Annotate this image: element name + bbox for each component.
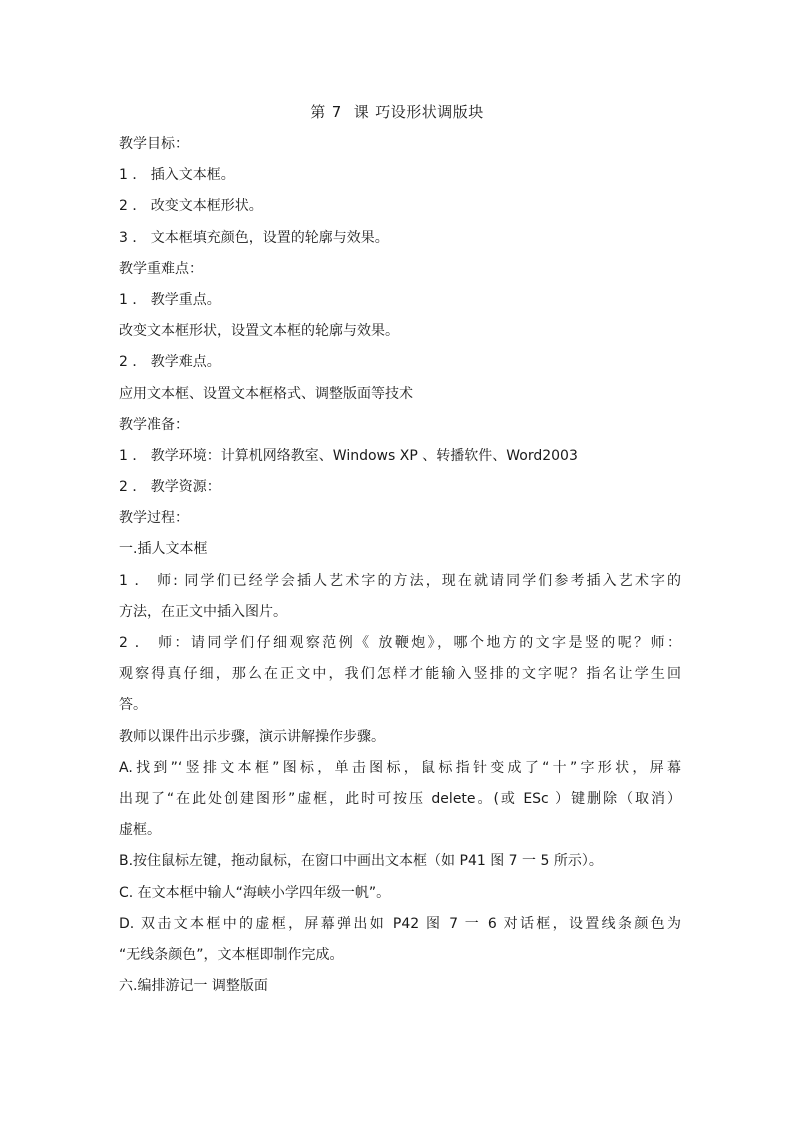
heading-process: 教学过程： [119, 510, 189, 527]
step-line: B.按住鼠标左键，拖动鼠标，在窗口中画出文本框（如 P41 图 7 一 5 所示）。 [119, 853, 603, 870]
key-point-text: 改变文本框形状，设置文本框的轮廓与效果。 [119, 323, 399, 340]
section-heading: 六.编排游记一 调整版面 [119, 978, 268, 995]
key-point-text: 应用文本框、设置文本框格式、调整版面等技术 [119, 385, 413, 402]
step-line: 虚框。 [119, 822, 161, 839]
step-line: D. 双击文本框中的虚框，屏幕弹出如 P42 图 7 一 6 对话框，设置线条颜色为 [119, 915, 681, 932]
heading-key-points: 教学重难点： [119, 260, 203, 277]
paragraph-line: 教师以课件出示步骤，演示讲解操作步骤。 [119, 728, 385, 745]
title-number: 7 [331, 103, 342, 121]
objective-item: 2 ． 改变文本框形状。 [119, 198, 263, 215]
section-heading: 一.插人文本框 [119, 541, 208, 558]
step-line: A.找到”‘竖排文本框”图标，单击图标，鼠标指针变成了“十”字形状，屏幕 [119, 759, 681, 776]
key-point-item: 1 ． 教学重点。 [119, 291, 221, 308]
key-point-item: 2 ． 教学难点。 [119, 354, 221, 371]
step-line: “无线条颜色”，文本框即制作完成。 [119, 946, 344, 963]
step-line: 出现了“在此处创建图形”虚框，此时可按压 delete。(或 ESc ）键删除（取消） [119, 790, 681, 807]
paragraph-line: 2 ． 师：请同学们仔细观察范例《 放鞭炮》，哪个地方的文字是竖的呢？师： [119, 635, 681, 651]
preparation-item: 1 ． 教学环境：计算机网络教室、Windows XP 、转播软件、Word2003 [119, 447, 578, 464]
paragraph-line: 答。 [119, 697, 147, 714]
lesson-title [0, 101, 794, 123]
objective-item: 3 ． 文本框填充颜色，设置的轮廓与效果。 [119, 229, 389, 246]
title-name: 巧设形状调版块 [375, 103, 484, 121]
paragraph-line: 方法，在正文中插入图片。 [119, 603, 287, 620]
lesson-body [119, 129, 681, 1002]
title-prefix: 第 [310, 103, 326, 121]
paragraph-line: 1 ． 师: 同学们已经学会插人艺术字的方法，现在就请同学们参考插入艺术字的 [119, 572, 681, 589]
heading-objectives: 教学目标： [119, 136, 189, 152]
preparation-item: 2 ． 教学资源： [119, 479, 221, 496]
heading-preparation: 教学准备： [119, 416, 189, 433]
step-line: C. 在文本框中输人“海峡小学四年级一帆”。 [119, 884, 391, 901]
title-lesson-word: 课 [353, 103, 370, 121]
objective-item: 1 ． 插入文本框。 [119, 167, 235, 184]
paragraph-line: 观察得真仔细，那么在正文中，我们怎样才能输入竖排的文字呢？指名让学生回 [119, 666, 681, 683]
